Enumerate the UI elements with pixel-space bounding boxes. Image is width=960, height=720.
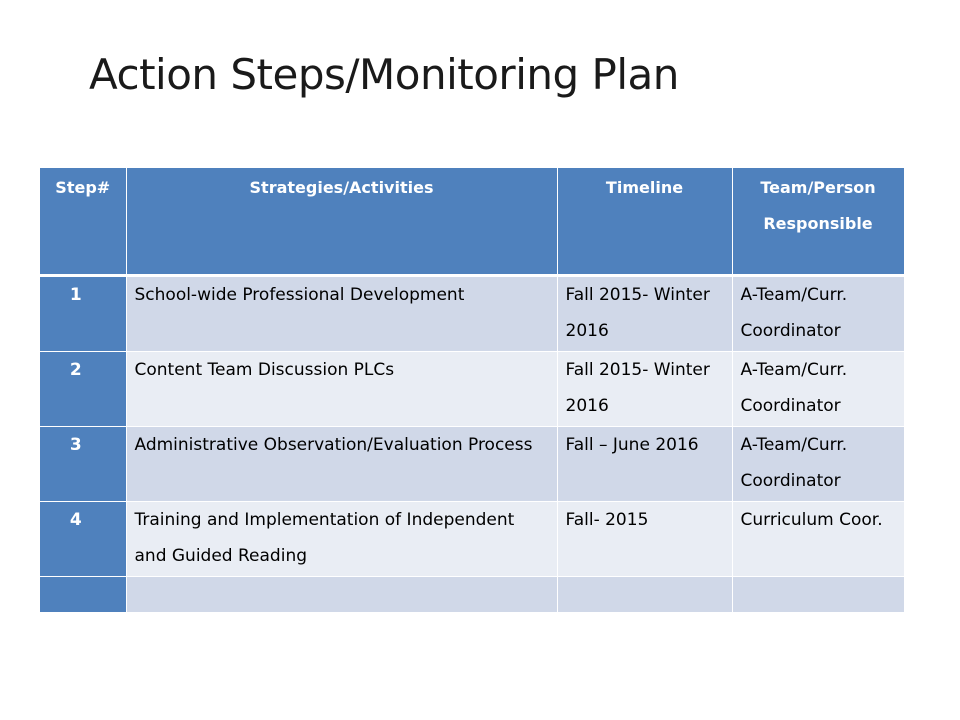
strategy-cell <box>126 577 557 613</box>
table-row <box>40 502 904 577</box>
table-header-row <box>40 168 904 276</box>
timeline-cell: Fall 2015- Winter 2016 <box>557 276 732 352</box>
header-strategies: Strategies/Activities <box>126 168 557 276</box>
step-number <box>40 577 126 613</box>
table-row <box>40 577 904 613</box>
timeline-cell: Fall – June 2016 <box>557 427 732 502</box>
strategy-cell: Administrative Observation/Evaluation Process <box>126 427 557 502</box>
table-row <box>40 276 904 352</box>
team-cell: A-Team/Curr. Coordinator <box>732 427 904 502</box>
action-plan-table <box>40 168 905 613</box>
strategy-cell: Content Team Discussion PLCs <box>126 352 557 427</box>
team-cell: A-Team/Curr. Coordinator <box>732 276 904 352</box>
step-number: 1 <box>40 276 126 352</box>
header-team: Team/Person Responsible <box>732 168 904 276</box>
step-number: 2 <box>40 352 126 427</box>
team-cell: Curriculum Coor. <box>732 502 904 577</box>
timeline-cell: Fall- 2015 <box>557 502 732 577</box>
strategy-cell: Training and Implementation of Independent and Guided Reading <box>126 502 557 577</box>
timeline-cell <box>557 577 732 613</box>
step-number: 3 <box>40 427 126 502</box>
team-cell: A-Team/Curr. Coordinator <box>732 352 904 427</box>
timeline-cell: Fall 2015- Winter 2016 <box>557 352 732 427</box>
strategy-cell: School-wide Professional Development <box>126 276 557 352</box>
slide-title: Action Steps/Monitoring Plan <box>89 50 679 99</box>
step-number: 4 <box>40 502 126 577</box>
header-step: Step# <box>40 168 126 276</box>
table-row <box>40 352 904 427</box>
team-cell <box>732 577 904 613</box>
header-timeline: Timeline <box>557 168 732 276</box>
table-row <box>40 427 904 502</box>
